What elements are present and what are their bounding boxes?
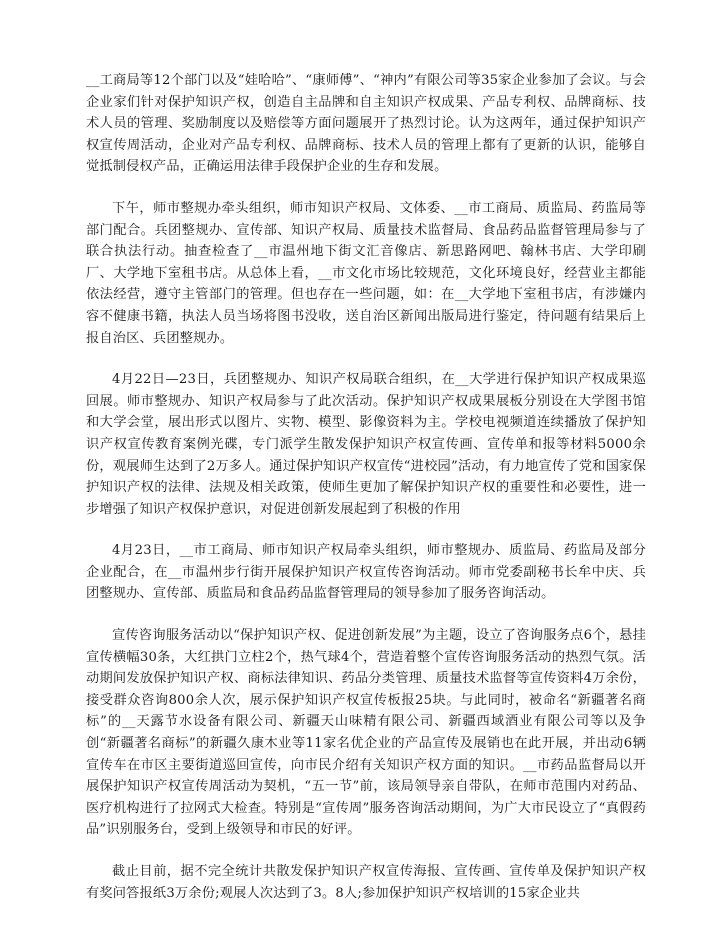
paragraph-meeting: __工商局等12个部门以及“娃哈哈”、“康师傅”、“神内”有限公司等35家企业参加了会议。与会企业家们针对保护知识产权，创造自主品牌和自主知识产权成果、产品专利权、品牌商标、技术人员的管理、奖励制度以及赔偿等方面问题展开了热烈讨论。认为这两年，通过保护知识产权宣传周活动，企业对产品专利权、品牌商标、技术人员的管理上都有了更新的认识，能够自觉抵制侵权产品，正确运用法律手段保护企业的生存和发展。 <box>86 73 646 175</box>
paragraph-joint-enforcement: 下午，师市整规办牵头组织，师市知识产权局、文体委、__市工商局、质监局、药监局等部门配合。兵团整规办、宣传部、知识产权局、质量技术监督局、食品药品监督管理局参与了联合执法行动。抽查检查了__市温州地下街文汇音像店、新思路网吧、翰林书店、大学印刷厂、大学地下室租书店。从总体上看，__市文化市场比较规范，文化环境良好，经营业主都能依法经营，遵守主管部门的管理。但也存在一些问题，如：在__大学地下室租书店，有涉嫌内容不健康书籍，执法人员当场将图书没收，送自治区新闻出版局进行鉴定，待问题有结果后上报自治区、兵团整规办。 <box>86 200 646 346</box>
paragraph-campus-exhibition: 4月22日—23日，兵团整规办、知识产权局联合组织，在__大学进行保护知识产权成果巡回展。师市整规办、知识产权局参与了此次活动。保护知识产权成果展板分别设在大学图书馆和大学会堂，展出形式以图片、实物、模型、影像资料为主。学校电视频道连续播放了保护知识产权宣传教育案例光碟，专门派学生散发保护知识产权宣传画、宣传单和报等材料5000余份，观展师生达到了2万多人。通过保护知识产权宣传“进校园”活动，有力地宣传了党和国家保护知识产权的法律、法规及相关政策，使师生更加了解保护知识产权的重要性和必要性，进一步增强了知识产权保护意识，对促进创新发展起到了积极的作用 <box>86 372 646 517</box>
paragraph-consultation-event: 4月23日，__市工商局、师市知识产权局牵头组织，师市整规办、质监局、药监局及部分企业配合，在__市温州步行街开展保护知识产权宣传咨询活动。师市党委副秘书长牟中庆、兵团整规办、宣传部、质监局和食品药品监督管理局的领导参加了服务咨询活动。 <box>86 543 646 602</box>
paragraph-consultation-details: 宣传咨询服务活动以“保护知识产权、促进创新发展”为主题，设立了咨询服务点6个，悬挂宣传横幅30条，大红拱门立柱2个，热气球4个，营造着整个宣传咨询服务活动的热烈气氛。活动期间发放保护知识产权、商标法律知识、药品分类管理、质量技术监督等宣传资料4万余份，接受群众咨询800余人次，展示保护知识产权宣传板报25块。与此同时，被命名“新疆著名商标”的__天露节水设备有限公司、新疆天山味精有限公司、新疆西域酒业有限公司等以及争创“新疆著名商标”的新疆久康木业等11家名优企业的产品宣传及展销也在此开展，并出动6辆宣传车在市区主要街道巡回宣传，向市民介绍有关知识产权方面的知识。__市药品监督局以开展保护知识产权宣传周活动为契机，“五一节”前，该局领导亲自带队，在师市范围内对药品、医疗机构进行了拉网式大检查。特别是“宣传周”服务咨询活动期间，为广大市民设立了“真假药品”识别服务台，受到上级领导和市民的好评。 <box>86 628 646 838</box>
document-page <box>86 70 646 924</box>
paragraph-statistics: 截止目前，据不完全统计共散发保护知识产权宣传海报、宣传画、宣传单及保护知识产权有奖问答报纸3万余份;观展人次达到了3。8人;参加保护知识产权培训的15家企业共 <box>86 864 646 901</box>
